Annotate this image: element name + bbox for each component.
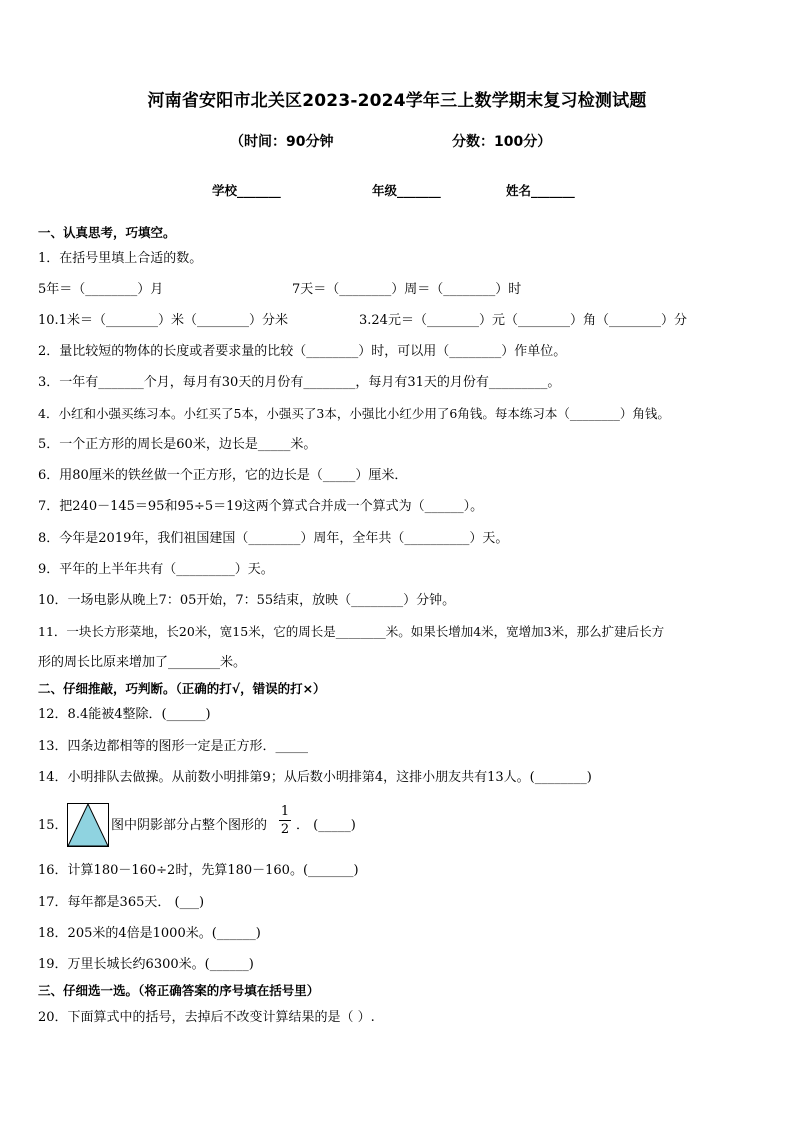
question-15-text: 图中阴影部分占整个图形的 (111, 818, 268, 833)
section-3-heading: 三、仔细选一选。（将正确答案的序号填在括号里） (38, 983, 320, 998)
question-3: 3．一年有_______个月，每月有30天的月份有________，每月有31天的月份有_________。 (38, 375, 561, 390)
question-15-number: 15． (38, 818, 68, 833)
question-4: 4．小红和小强买练习本。小红买了5本，小强买了3本，小强比小红少用了6角钱。每本练习本（________）角钱。 (38, 406, 670, 421)
question-1a: 5年＝（________）月 (38, 282, 164, 297)
question-12: 12．8.4能被4整除．(______) (38, 707, 211, 722)
fraction-denominator: 2 (280, 822, 290, 837)
question-5: 5．一个正方形的周长是60米，边长是_____米。 (38, 437, 317, 452)
question-15-answer: ． (_____) (296, 818, 356, 833)
question-13: 13．四条边都相等的图形一定是正方形．_____ (38, 739, 309, 754)
question-2: 2．量比较短的物体的长度或者要求量的比较（________）时，可以用（________）作单位。 (38, 344, 567, 359)
page-title: 河南省安阳市北关区2023-2024学年三上数学期末复习检测试题 (147, 91, 647, 111)
question-14: 14．小明排队去做操。从前数小明排第9；从后数小明排第4，这排小朋友共有13人。(________) (38, 770, 592, 785)
one-half-fraction (279, 804, 291, 837)
name-field: 姓名_______ (506, 183, 575, 198)
school-field: 学校_______ (212, 183, 281, 198)
question-9: 9．平年的上半年共有（_________）天。 (38, 562, 274, 577)
question-1: 1．在括号里填上合适的数。 (38, 251, 203, 266)
question-10: 10．一场电影从晚上7：05开始，7：55结束，放映（________）分钟。 (38, 593, 456, 608)
question-1b: 7天＝（________）周＝（________）时 (292, 282, 522, 297)
question-1d: 3.24元＝（________）元（________）角（________）分 (359, 313, 687, 328)
question-16: 16．计算180－160÷2时，先算180－160。(_______) (38, 863, 359, 878)
grade-field: 年级_______ (372, 183, 441, 198)
question-11-line-2: 形的周长比原来增加了________米。 (38, 655, 247, 670)
question-1c: 10.1米＝（________）米（________）分米 (38, 313, 288, 328)
question-7: 7．把240－145＝95和95÷5＝19这两个算式合并成一个算式为（______）。 (38, 499, 484, 514)
question-8: 8．今年是2019年，我们祖国建国（________）周年，全年共（__________）天。 (38, 531, 509, 546)
fraction-numerator: 1 (280, 804, 290, 819)
section-1-heading: 一、认真思考，巧填空。 (38, 225, 176, 240)
exam-score: 分数：100分） (452, 134, 552, 150)
question-18: 18．205米的4倍是1000米。(______) (38, 926, 261, 941)
question-19: 19．万里长城长约6300米。(______) (38, 957, 254, 972)
question-20: 20．下面算式中的括号，去掉后不改变计算结果的是（ ）. (38, 1010, 375, 1025)
section-2-heading: 二、仔细推敲，巧判断。（正确的打√，错误的打×） (38, 681, 326, 696)
exam-time: （时间：90分钟 (230, 134, 334, 150)
question-17: 17．每年都是365天． (___) (38, 895, 205, 910)
triangle-in-square-figure (67, 803, 109, 847)
question-6: 6．用80厘米的铁丝做一个正方形，它的边长是（_____）厘米． (38, 468, 408, 483)
fraction-bar (279, 820, 291, 821)
question-11-line-1: 11．一块长方形菜地，长20米，宽15米，它的周长是________米。如果长增加4米，宽增加3米，那么扩建后长方 (38, 624, 665, 639)
